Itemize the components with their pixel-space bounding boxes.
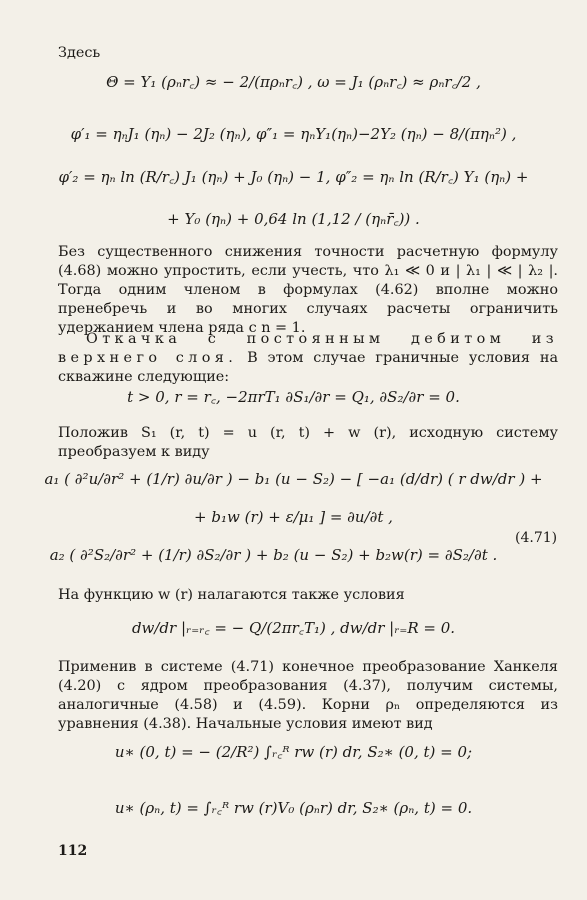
paragraph-hankel: Применив в системе (4.71) конечное преобразование Ханкеля (4.20) с ядром преобразования (4.37), получим системы, аналогичные (4.58) и (4.59). Корни ρₙ определяются из уравнения (4.38). Начальные условия имеют вид [58,659,558,732]
equation-phi-2-continued: + Y₀ (ηₙ) + 0,64 ln (1,12 / (ηₙr̄꜀)) . [167,210,420,228]
intro-word: Здесь [58,45,101,61]
section-heading: Откачка с постоянным дебитом из верхнего слоя. [58,331,558,366]
equation-system-line-2: + b₁w (r) + ε/μ₁ ] = ∂u/∂t , [194,508,393,526]
equation-initial-u0: u∗ (0, t) = − (2/R²) ∫ᵣ꜀ᴿ rw (r) dr, S₂∗ (0, t) = 0; [114,743,473,761]
paragraph-pumping-text: В этом случае граничные условия на скважине следующие: [58,350,559,385]
paragraph-pumping [58,330,558,387]
equation-theta-omega: Θ = Y₁ (ρₙr꜀) ≈ − 2/(πρₙr꜀) , ω = J₁ (ρₙr꜀) ≈ ρₙr꜀/2 , [106,73,481,91]
equation-initial-un: u∗ (ρₙ, t) = ∫ᵣ꜀ᴿ rw (r)V₀ (ρₙr) dr, S₂∗ (ρₙ, t) = 0. [114,799,473,817]
paragraph-conditions-w: На функцию w (r) налагаются также условия [58,587,405,603]
page-number: 112 [58,843,88,859]
equation-boundary-conditions: t > 0, r = r꜀, −2πrT₁ ∂S₁/∂r = Q₁, ∂S₂/∂r = 0. [127,388,460,406]
equation-phi-2: φ′₂ = ηₙ ln (R/r꜀) J₁ (ηₙ) + J₀ (ηₙ) − 1, φ″₂ = ηₙ ln (R/r꜀) Y₁ (ηₙ) + [58,168,529,186]
equation-system-line-3: a₂ ( ∂²S₂/∂r² + (1/r) ∂S₂/∂r ) + b₂ (u − S₂) + b₂w(r) = ∂S₂/∂t . [49,546,498,564]
paragraph-substitution: Положив S₁ (r, t) = u (r, t) + w (r), исходную систему преобразуем к виду [58,425,558,460]
paragraph-simplification: Без существенного снижения точности расчетную формулу (4.68) можно упростить, если учесть, что λ₁ ≪ 0 и | λ₁ | ≪ | λ₂ |. Тогда одним членом в формулах (4.62) вполне можно пренебречь и во многих случаях расчеты ограничить удержанием члена ряда с n = 1. [58,244,558,336]
equation-phi-1: φ′₁ = ηₙJ₁ (ηₙ) − 2J₂ (ηₙ), φ″₁ = ηₙY₁(ηₙ)−2Y₂ (ηₙ) − 8/(πηₙ²) , [70,125,517,143]
equation-number: (4.71) [515,530,558,546]
equation-conditions-w: dw/dr |ᵣ₌ᵣ꜀ = − Q/(2πr꜀T₁) , dw/dr |ᵣ₌R = 0. [131,619,456,637]
equation-system-line-1: a₁ ( ∂²u/∂r² + (1/r) ∂u/∂r ) − b₁ (u − S₂) − [ −a₁ (d/dr) ( r dw/dr ) + [44,470,543,488]
